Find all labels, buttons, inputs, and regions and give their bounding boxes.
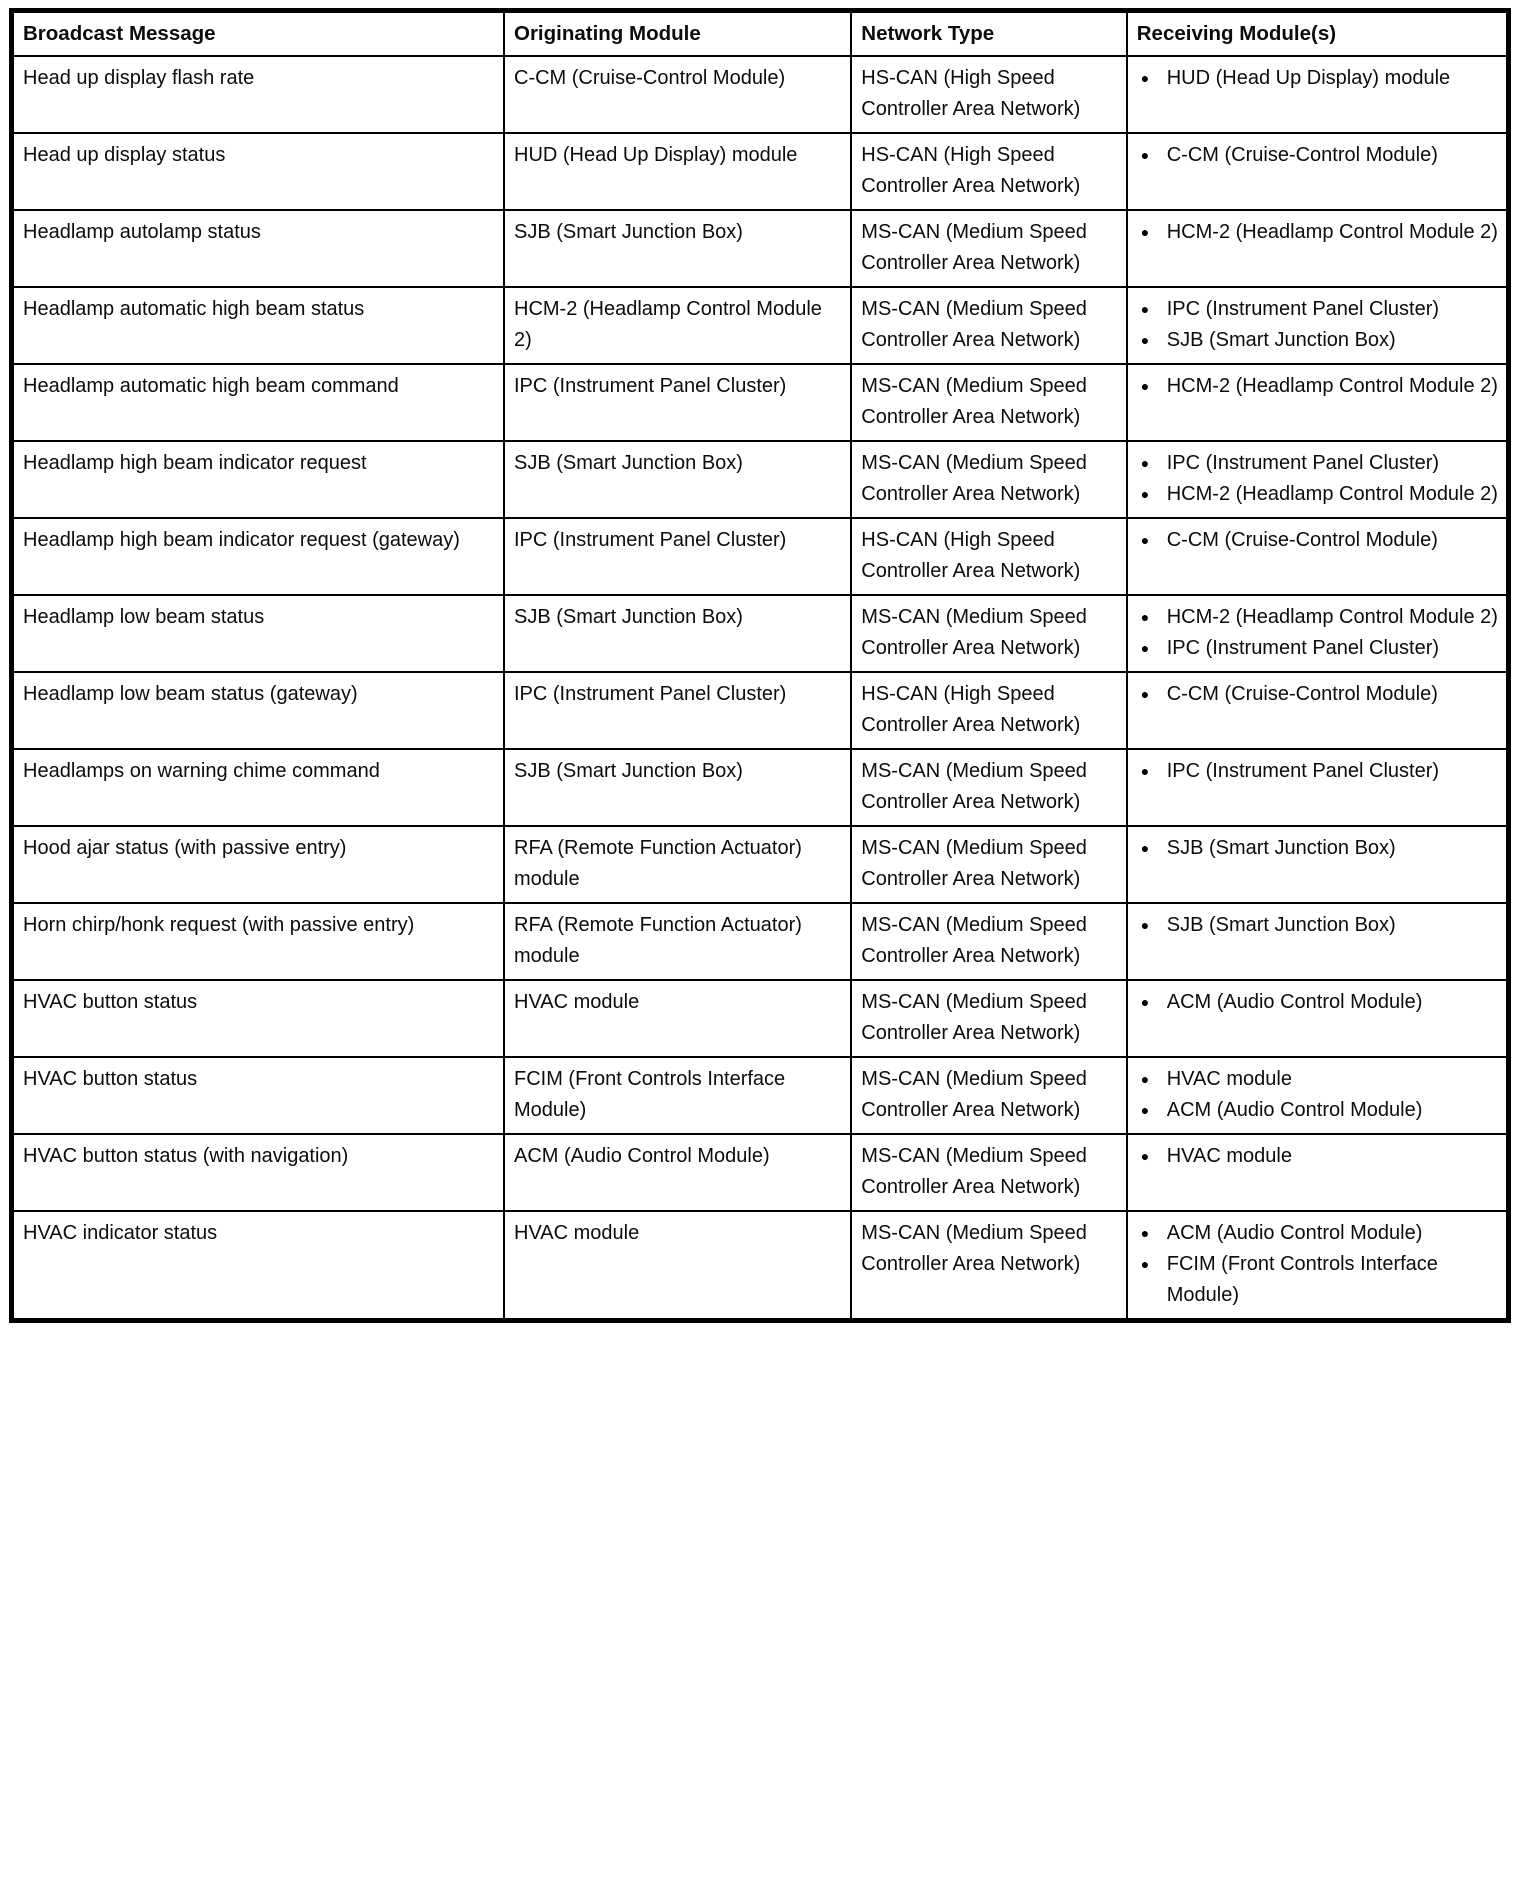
receiver-module-label: HCM-2 (Headlamp Control Module 2) [1166,375,1498,397]
network-type-cell: MS-CAN (Medium Speed Controller Area Network) [851,826,1126,903]
broadcast-message-cell: Head up display status [12,133,505,210]
bullet-icon: ● [1140,332,1150,348]
receiving-modules-cell [1127,980,1509,1057]
originating-module-cell: HUD (Head Up Display) module [504,133,851,210]
receiver-list-item [1137,987,1498,1018]
network-type-cell: HS-CAN (High Speed Controller Area Network) [851,672,1126,749]
network-type-cell: MS-CAN (Medium Speed Controller Area Network) [851,210,1126,287]
receiver-list-item [1137,63,1498,94]
receiver-module-label: SJB (Smart Junction Box) [1166,914,1396,936]
col-header-broadcast-message: Broadcast Message [12,11,505,57]
receiving-modules-cell [1127,749,1509,826]
receiving-modules-cell [1127,1211,1509,1321]
receiving-modules-cell [1127,1057,1509,1134]
network-type-cell: MS-CAN (Medium Speed Controller Area Network) [851,1211,1126,1321]
receiving-modules-cell [1127,672,1509,749]
receiving-modules-cell [1127,364,1509,441]
table-row [12,903,1509,980]
broadcast-message-cell: HVAC button status [12,1057,505,1134]
network-type-cell: MS-CAN (Medium Speed Controller Area Network) [851,1057,1126,1134]
receiver-list-item [1137,1141,1498,1172]
broadcast-message-cell: Head up display flash rate [12,56,505,133]
receiver-module-label: C-CM (Cruise-Control Module) [1166,529,1438,551]
network-type-cell: MS-CAN (Medium Speed Controller Area Network) [851,287,1126,364]
receiver-list-item [1137,371,1498,402]
originating-module-cell: HCM-2 (Headlamp Control Module 2) [504,287,851,364]
receiving-modules-cell [1127,441,1509,518]
receiver-list-item [1137,294,1498,325]
table-row [12,826,1509,903]
receiver-module-label: HCM-2 (Headlamp Control Module 2) [1166,483,1498,505]
receiving-modules-cell [1127,826,1509,903]
network-type-cell: HS-CAN (High Speed Controller Area Network) [851,133,1126,210]
originating-module-cell: SJB (Smart Junction Box) [504,595,851,672]
table-row [12,980,1509,1057]
table-row [12,441,1509,518]
bullet-icon: ● [1140,455,1150,471]
network-type-cell: MS-CAN (Medium Speed Controller Area Network) [851,903,1126,980]
receiver-module-label: ACM (Audio Control Module) [1166,1222,1423,1244]
broadcast-message-cell: HVAC button status [12,980,505,1057]
originating-module-cell: HVAC module [504,1211,851,1321]
receiving-modules-cell [1127,1134,1509,1211]
originating-module-cell: RFA (Remote Function Actuator) module [504,826,851,903]
originating-module-cell: SJB (Smart Junction Box) [504,210,851,287]
receiver-module-label: HUD (Head Up Display) module [1166,67,1451,89]
bullet-icon: ● [1140,994,1150,1010]
receiving-modules-cell [1127,903,1509,980]
receiver-list-item [1137,525,1498,556]
network-type-cell: MS-CAN (Medium Speed Controller Area Network) [851,749,1126,826]
receiver-module-label: IPC (Instrument Panel Cluster) [1166,760,1440,782]
receiver-list-item [1137,217,1498,248]
receiver-list-item [1137,756,1498,787]
broadcast-message-cell: HVAC indicator status [12,1211,505,1321]
network-type-cell: HS-CAN (High Speed Controller Area Network) [851,56,1126,133]
receiver-module-label: IPC (Instrument Panel Cluster) [1166,637,1440,659]
receiving-modules-cell [1127,287,1509,364]
originating-module-cell: ACM (Audio Control Module) [504,1134,851,1211]
table-row [12,56,1509,133]
network-type-cell: HS-CAN (High Speed Controller Area Network) [851,518,1126,595]
originating-module-cell: RFA (Remote Function Actuator) module [504,903,851,980]
receiver-list-item [1137,679,1498,710]
receiver-list-item [1137,633,1498,664]
receiver-list-item [1137,602,1498,633]
table-row [12,287,1509,364]
receiving-modules-cell [1127,518,1509,595]
bullet-icon: ● [1140,840,1150,856]
bullet-icon: ● [1140,763,1150,779]
table-row [12,1211,1509,1321]
receiver-module-label: SJB (Smart Junction Box) [1166,837,1396,859]
table-row [12,364,1509,441]
bullet-icon: ● [1140,486,1150,502]
receiver-list-item [1137,325,1498,356]
broadcast-message-cell: Headlamp low beam status (gateway) [12,672,505,749]
receiver-module-label: C-CM (Cruise-Control Module) [1166,683,1438,705]
receiving-modules-cell [1127,56,1509,133]
col-header-originating-module: Originating Module [504,11,851,57]
receiver-module-label: SJB (Smart Junction Box) [1166,329,1396,351]
table-row [12,133,1509,210]
receiver-list-item [1137,833,1498,864]
table-row [12,210,1509,287]
originating-module-cell: C-CM (Cruise-Control Module) [504,56,851,133]
bullet-icon: ● [1140,640,1150,656]
receiver-module-label: IPC (Instrument Panel Cluster) [1166,298,1440,320]
bullet-icon: ● [1140,378,1150,394]
receiver-list-item [1137,1064,1498,1095]
broadcast-message-cell: Headlamp low beam status [12,595,505,672]
receiver-module-label: C-CM (Cruise-Control Module) [1166,144,1438,166]
receiver-module-label: ACM (Audio Control Module) [1166,1099,1423,1121]
receiver-module-label: FCIM (Front Controls Interface Module) [1166,1253,1438,1306]
broadcast-message-table [9,8,1511,1323]
originating-module-cell: FCIM (Front Controls Interface Module) [504,1057,851,1134]
receiver-module-label: HVAC module [1166,1068,1292,1090]
receiving-modules-cell [1127,595,1509,672]
receiver-module-label: IPC (Instrument Panel Cluster) [1166,452,1440,474]
table-row [12,672,1509,749]
table-row [12,749,1509,826]
table-row [12,595,1509,672]
bullet-icon: ● [1140,147,1150,163]
broadcast-message-cell: Horn chirp/honk request (with passive entry) [12,903,505,980]
originating-module-cell: IPC (Instrument Panel Cluster) [504,518,851,595]
broadcast-message-cell: Headlamp high beam indicator request [12,441,505,518]
bullet-icon: ● [1140,917,1150,933]
bullet-icon: ● [1140,1225,1150,1241]
receiver-list-item [1137,1095,1498,1126]
table-body [12,56,1509,1321]
broadcast-message-cell: Headlamp automatic high beam status [12,287,505,364]
receiver-list-item [1137,1218,1498,1249]
broadcast-message-cell: Headlamp automatic high beam command [12,364,505,441]
bullet-icon: ● [1140,686,1150,702]
col-header-network-type: Network Type [851,11,1126,57]
network-type-cell: MS-CAN (Medium Speed Controller Area Network) [851,595,1126,672]
bullet-icon: ● [1140,1148,1150,1164]
network-type-cell: MS-CAN (Medium Speed Controller Area Network) [851,364,1126,441]
table-row [12,1057,1509,1134]
broadcast-message-cell: Hood ajar status (with passive entry) [12,826,505,903]
originating-module-cell: IPC (Instrument Panel Cluster) [504,672,851,749]
table-row [12,518,1509,595]
receiver-list-item [1137,140,1498,171]
network-type-cell: MS-CAN (Medium Speed Controller Area Network) [851,980,1126,1057]
broadcast-message-cell: HVAC button status (with navigation) [12,1134,505,1211]
bullet-icon: ● [1140,609,1150,625]
receiver-module-label: HCM-2 (Headlamp Control Module 2) [1166,606,1498,628]
originating-module-cell: SJB (Smart Junction Box) [504,441,851,518]
header-row [12,11,1509,57]
originating-module-cell: IPC (Instrument Panel Cluster) [504,364,851,441]
receiver-list-item [1137,479,1498,510]
receiving-modules-cell [1127,133,1509,210]
network-type-cell: MS-CAN (Medium Speed Controller Area Network) [851,441,1126,518]
receiver-list-item [1137,1249,1498,1311]
bullet-icon: ● [1140,301,1150,317]
receiver-module-label: HCM-2 (Headlamp Control Module 2) [1166,221,1498,243]
bullet-icon: ● [1140,532,1150,548]
network-type-cell: MS-CAN (Medium Speed Controller Area Network) [851,1134,1126,1211]
bullet-icon: ● [1140,224,1150,240]
broadcast-message-cell: Headlamp high beam indicator request (gateway) [12,518,505,595]
broadcast-message-cell: Headlamps on warning chime command [12,749,505,826]
originating-module-cell: SJB (Smart Junction Box) [504,749,851,826]
table-row [12,1134,1509,1211]
col-header-receiving-modules: Receiving Module(s) [1127,11,1509,57]
receiver-module-label: ACM (Audio Control Module) [1166,991,1423,1013]
originating-module-cell: HVAC module [504,980,851,1057]
receiver-list-item [1137,448,1498,479]
receiving-modules-cell [1127,210,1509,287]
broadcast-message-cell: Headlamp autolamp status [12,210,505,287]
bullet-icon: ● [1140,1102,1150,1118]
bullet-icon: ● [1140,1071,1150,1087]
receiver-module-label: HVAC module [1166,1145,1292,1167]
bullet-icon: ● [1140,1256,1150,1272]
receiver-list-item [1137,910,1498,941]
bullet-icon: ● [1140,70,1150,86]
